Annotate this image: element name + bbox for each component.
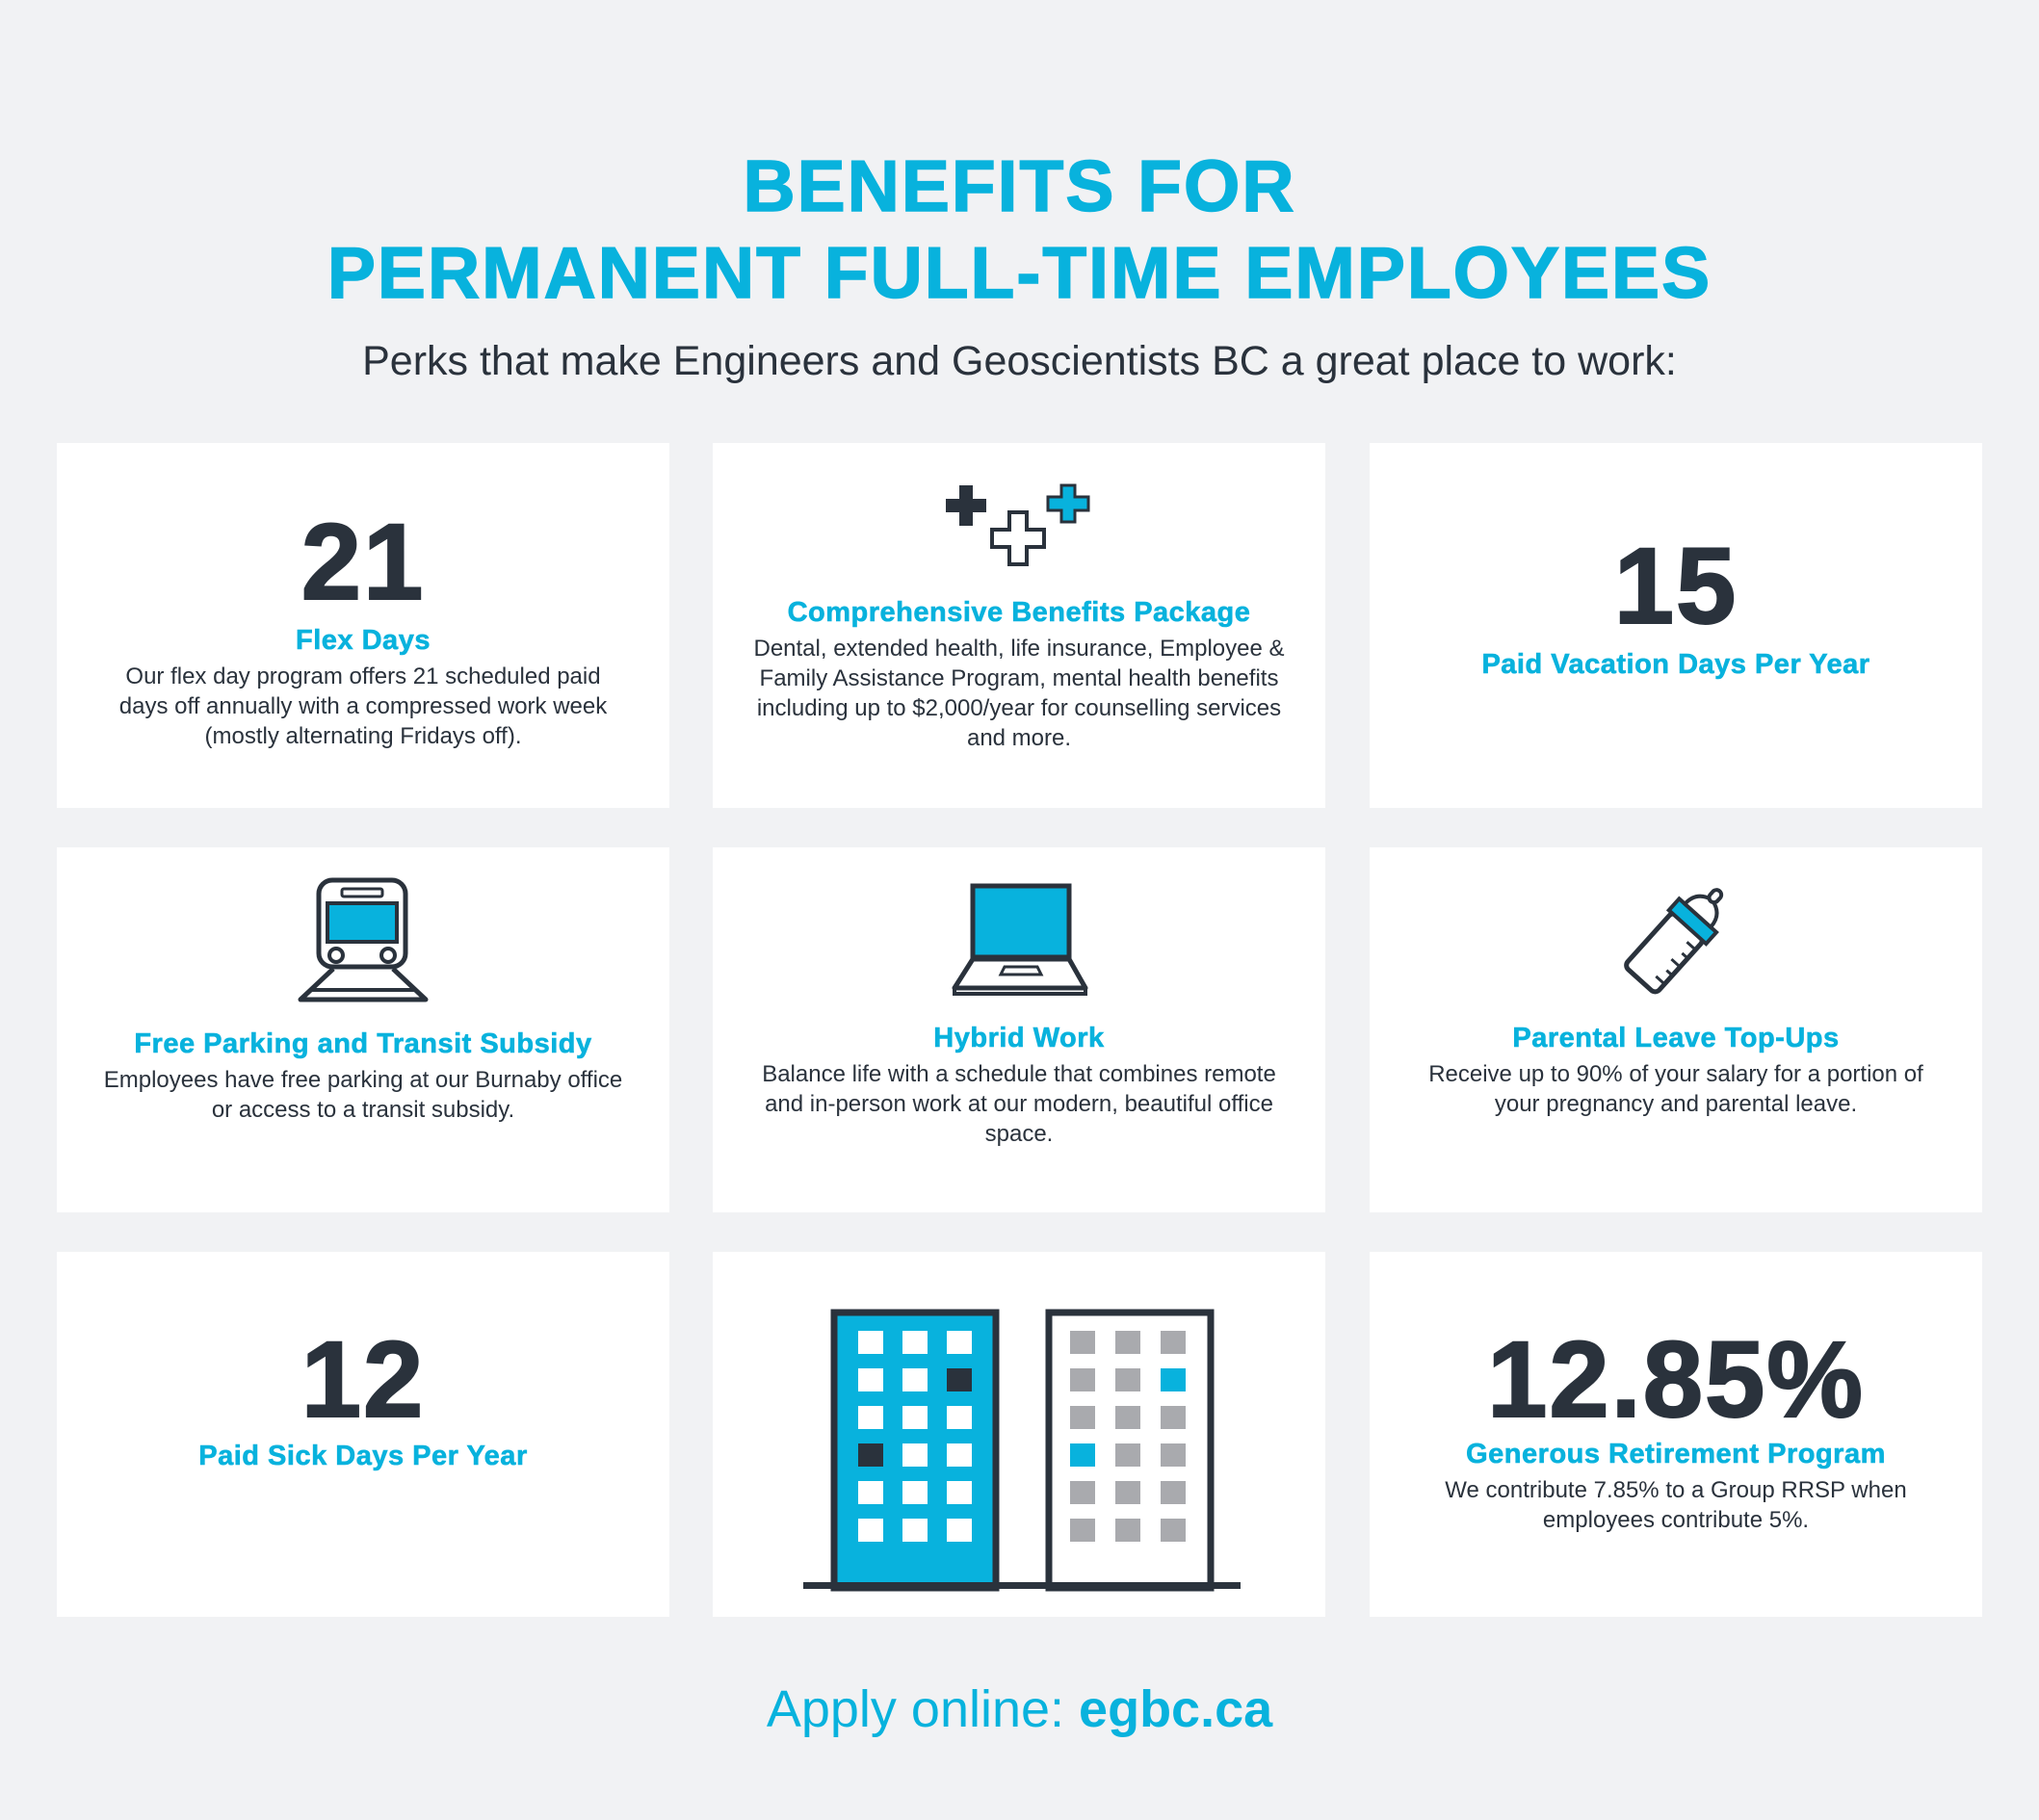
hybrid-work-label: Hybrid Work: [933, 1023, 1105, 1053]
office-buildings-icon: [713, 1252, 1325, 1617]
card-vacation: [1370, 443, 1982, 808]
retirement-label: Generous Retirement Program: [1466, 1439, 1886, 1469]
parking-transit-description: Employees have free parking at our Burnaby office or access to a transit subsidy.: [103, 1067, 623, 1123]
card-benefits-package: [713, 443, 1325, 808]
train-icon: [291, 876, 435, 1007]
retirement-description: We contribute 7.85% to a Group RRSP when employees contribute 5%.: [1445, 1477, 1907, 1533]
apply-online: [0, 1680, 2039, 1738]
baby-bottle-icon: [1604, 882, 1748, 998]
card-retirement: [1370, 1252, 1982, 1617]
flex-days-number: 21: [301, 502, 426, 622]
parking-transit-label: Free Parking and Transit Subsidy: [134, 1028, 592, 1059]
sick-days-label: Paid Sick Days Per Year: [198, 1441, 528, 1471]
card-hybrid-work: [713, 847, 1325, 1212]
title-line-2: PERMANENT FULL-TIME EMPLOYEES: [327, 232, 1712, 313]
laptop-icon: [947, 882, 1091, 998]
retirement-number: 12.85%: [1487, 1319, 1865, 1440]
card-parking-transit: [57, 847, 669, 1212]
medical-crosses-icon: [932, 478, 1106, 593]
apply-online-prefix: Apply online:: [766, 1680, 1080, 1738]
title-line-1: BENEFITS FOR: [743, 145, 1296, 226]
card-flex-days: [57, 443, 669, 808]
vacation-label: Paid Vacation Days Per Year: [1481, 649, 1870, 680]
vacation-number: 15: [1613, 526, 1738, 646]
flex-days-label: Flex Days: [296, 625, 431, 656]
card-parental-leave: [1370, 847, 1982, 1212]
benefits-package-description: Dental, extended health, life insurance, Employee & Family Assistance Program, mental health benefits including up to $2,000/year for counselling services and more.: [753, 636, 1285, 751]
card-sick-days: [57, 1252, 669, 1617]
hybrid-work-description: Balance life with a schedule that combines remote and in-person work at our modern, beautiful office space.: [762, 1061, 1276, 1147]
card-office: [713, 1252, 1325, 1617]
apply-online-link[interactable]: egbc.ca: [1079, 1680, 1273, 1738]
flex-days-description: Our flex day program offers 21 scheduled paid days off annually with a compressed work week (mostly alternating Fridays off).: [118, 663, 608, 749]
sick-days-number: 12: [301, 1319, 426, 1440]
parental-leave-label: Parental Leave Top-Ups: [1512, 1023, 1840, 1053]
page-title: [0, 143, 2039, 316]
benefits-package-label: Comprehensive Benefits Package: [787, 597, 1251, 628]
page-subtitle: Perks that make Engineers and Geoscientists BC a great place to work:: [362, 338, 1677, 384]
parental-leave-description: Receive up to 90% of your salary for a portion of your pregnancy and parental leave.: [1428, 1061, 1923, 1117]
